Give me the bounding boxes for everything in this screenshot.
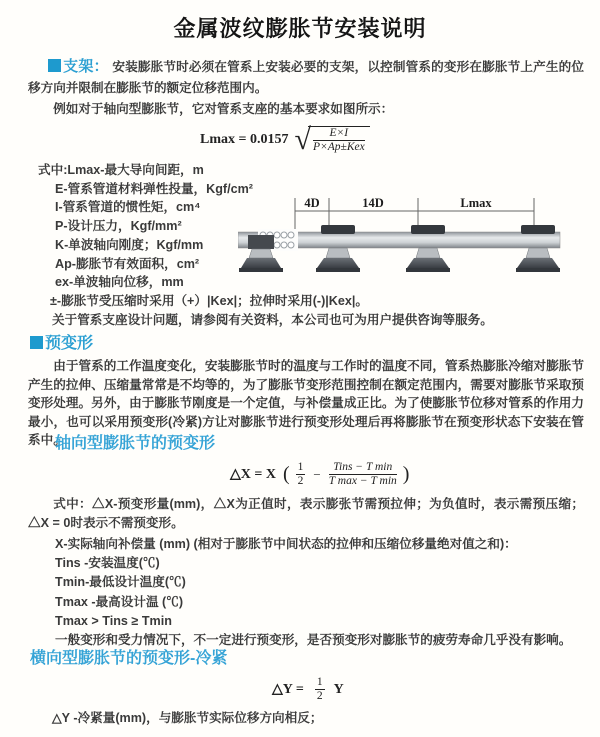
open-paren: ( <box>282 463 290 485</box>
half-numerator: 1 <box>297 461 304 473</box>
preform-body-paragraph: 由于管系的工作温度变化，安装膨胀节时的温度与工作时的温度不同，管系热膨胀冷缩对膨胀节产生的拉伸、压缩量常常是不均等的，为了膨胀节变形范围控制在额定范围内，需要对膨胀节采取预变形处理。另外，由于膨胀节刚度是一个定值，与补偿量成正比。为了使膨胀节位移对管系的作用力最小，也可以采用预变形(冷紧)方让对膨胀节进行预变形处理后再将膨胀节在预变形状态下安装在管系中。 <box>28 359 584 448</box>
pipe-support-diagram <box>238 192 568 287</box>
half-denominator: 2 <box>297 475 304 487</box>
section-lateral-preform <box>0 645 600 726</box>
lateral-note-line: △Y -冷紧量(mm)，与膨胀节实际位移方向相反； <box>52 711 323 725</box>
variable-line: K-单波轴向刚度；Kgf/mm <box>55 237 204 252</box>
half-fraction <box>310 676 330 703</box>
support-section-marker <box>48 58 109 75</box>
minus-sign: − <box>313 466 321 482</box>
formula-lmax-denominator: P×Ap±Kex <box>312 141 365 153</box>
page-title: 金属波纹膨胀节安装说明 <box>173 16 427 41</box>
temperature-fraction <box>324 461 402 488</box>
support-intro-paragraph <box>28 56 584 99</box>
pipe-guide-support <box>406 225 450 272</box>
variable-line: I-管系管道的惯性矩，cm⁴ <box>55 200 201 215</box>
definition-line: X-实际轴向补偿量 (mm) (相对于膨胀节中间状态的拉伸和压缩位移量绝对值之和)： <box>55 537 517 551</box>
lateral-subheading: 横向型膨胀节的预变形-冷紧 <box>30 650 228 667</box>
variable-line: P-设计压力，Kgf/mm² <box>55 219 182 234</box>
pipe-guide-support <box>516 225 560 272</box>
temperature-numerator: Tins − T min <box>329 461 397 475</box>
definition-line: Tins -安装温度(℃) <box>55 556 160 571</box>
formula-lateral-rhs: Y <box>333 681 344 697</box>
blue-square-icon <box>48 59 61 72</box>
definition-line: Tmax > Tins ≥ Tmin <box>55 613 172 628</box>
axial-subheading: 轴向型膨胀节的预变形 <box>55 435 216 452</box>
variable-line: Ap-膨胀节有效面积，cm² <box>55 256 200 271</box>
close-paren: ) <box>402 463 410 485</box>
variable-line: 式中:Lmax-最大导向间距，m <box>38 163 204 177</box>
dim-label-4d: 4D <box>304 196 320 210</box>
formula-lateral-lhs: △Y = <box>272 682 304 697</box>
variable-line: E-管系管道材料弹性投量，Kgf/cm² <box>55 181 254 196</box>
axial-definitions-list <box>55 535 600 650</box>
formula-lmax <box>200 123 370 156</box>
temperature-denominator: T max − T min <box>328 475 397 487</box>
axial-explain-paragraph: 式中：△X-预变形量(mm)，△X为正值时，表示膨张节需预拉伸；为负值时，表示需预压缩；△X = 0时表示不需预变形。 <box>28 497 584 530</box>
formula-lmax-fraction <box>308 126 370 154</box>
half-fraction <box>291 461 311 488</box>
variable-line: ±-膨胀节受压缩时采用（+）|Kex|；拉伸时采用(-)|Kex|。 <box>50 293 369 308</box>
dim-label-lmax: Lmax <box>460 196 492 210</box>
sqrt-radical-icon: √ <box>294 123 311 156</box>
support-intro-text: 安装膨胀节时必须在管系上安装必要的支架，以控制管系的变形在膨胀节上产生的位移方向并限制在膨胀节的额定位移范围内。 <box>28 60 585 95</box>
formula-axial-preform <box>230 461 410 488</box>
formula-lateral-coldpull <box>272 676 344 703</box>
preform-heading-label: 预变形 <box>45 335 94 352</box>
support-heading: 支架： <box>63 58 109 75</box>
formula-axial-lhs: △X = X <box>230 467 276 482</box>
variable-line: ex-单波轴向位移，mm <box>55 275 184 290</box>
definition-line: 一般变形和受力情况下，不一定进行预变形，是否预变形对膨胀节的疲劳寿命几乎没有影响。 <box>55 633 572 648</box>
blue-square-icon <box>30 336 43 349</box>
formula-lmax-numerator: E×I <box>313 127 365 141</box>
definition-line: Tmin-最低设计温度(℃) <box>55 575 186 590</box>
variable-line: 关于管系支座设计问题，请参阅有关资料，本公司也可为用户提供咨询等服务。 <box>52 312 493 327</box>
section-axial-preform <box>0 430 600 650</box>
definition-line: Tmax -最高设计温 (℃) <box>55 594 184 609</box>
half-denominator: 2 <box>316 690 323 702</box>
dim-label-14d: 14D <box>362 196 384 210</box>
pipe-guide-support <box>316 225 360 272</box>
support-example-line: 例如对于轴向型膨胀节，它对管系支座的基本要求如图所示： <box>53 102 394 116</box>
preform-heading <box>30 330 600 353</box>
half-numerator: 1 <box>316 676 323 688</box>
formula-lmax-lhs: Lmax = 0.0157 <box>200 132 289 147</box>
